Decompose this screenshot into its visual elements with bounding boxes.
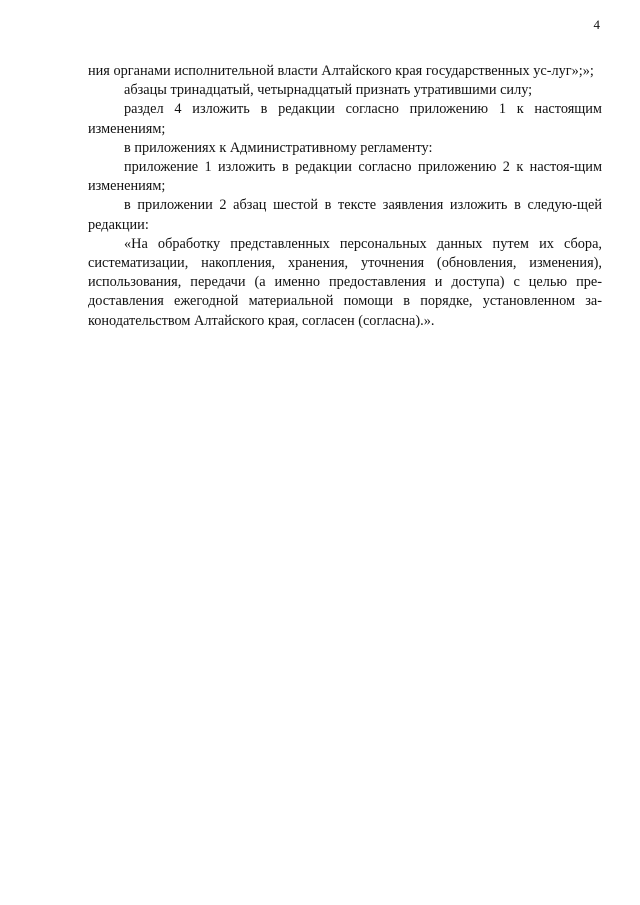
- document-body: [88, 62, 602, 331]
- paragraph-quote: «На обработку представленных персональных данных путем их сбора, систематизации, накопления, хранения, уточнения (обновления, изменения), использования, передачи (а именно предоставления и доступа) с целью пре-доставления ежегодной материальной помощи в порядке, установленном за-конодательством Алтайского края, согласен (согласна).».: [88, 235, 602, 329]
- paragraph-prilozhenie-2: в приложении 2 абзац шестой в тексте заявления изложить в следую-щей редакции:: [88, 197, 602, 233]
- paragraph-prilozhenie-1: приложение 1 изложить в редакции согласно приложению 2 к настоя-щим изменениям;: [88, 159, 602, 195]
- paragraph-abzacy: абзацы тринадцатый, четырнадцатый признать утратившими силу;: [124, 82, 533, 99]
- paragraph-continuation: ния органами исполнительной власти Алтайского края государственных ус-луг»;»;: [88, 63, 594, 79]
- page-number: 4: [593, 17, 600, 32]
- paragraph-prilozheniyah: в приложениях к Административному регламенту:: [124, 139, 433, 156]
- paragraph-razdel-4: раздел 4 изложить в редакции согласно приложению 1 к настоящим изменениям;: [88, 101, 602, 137]
